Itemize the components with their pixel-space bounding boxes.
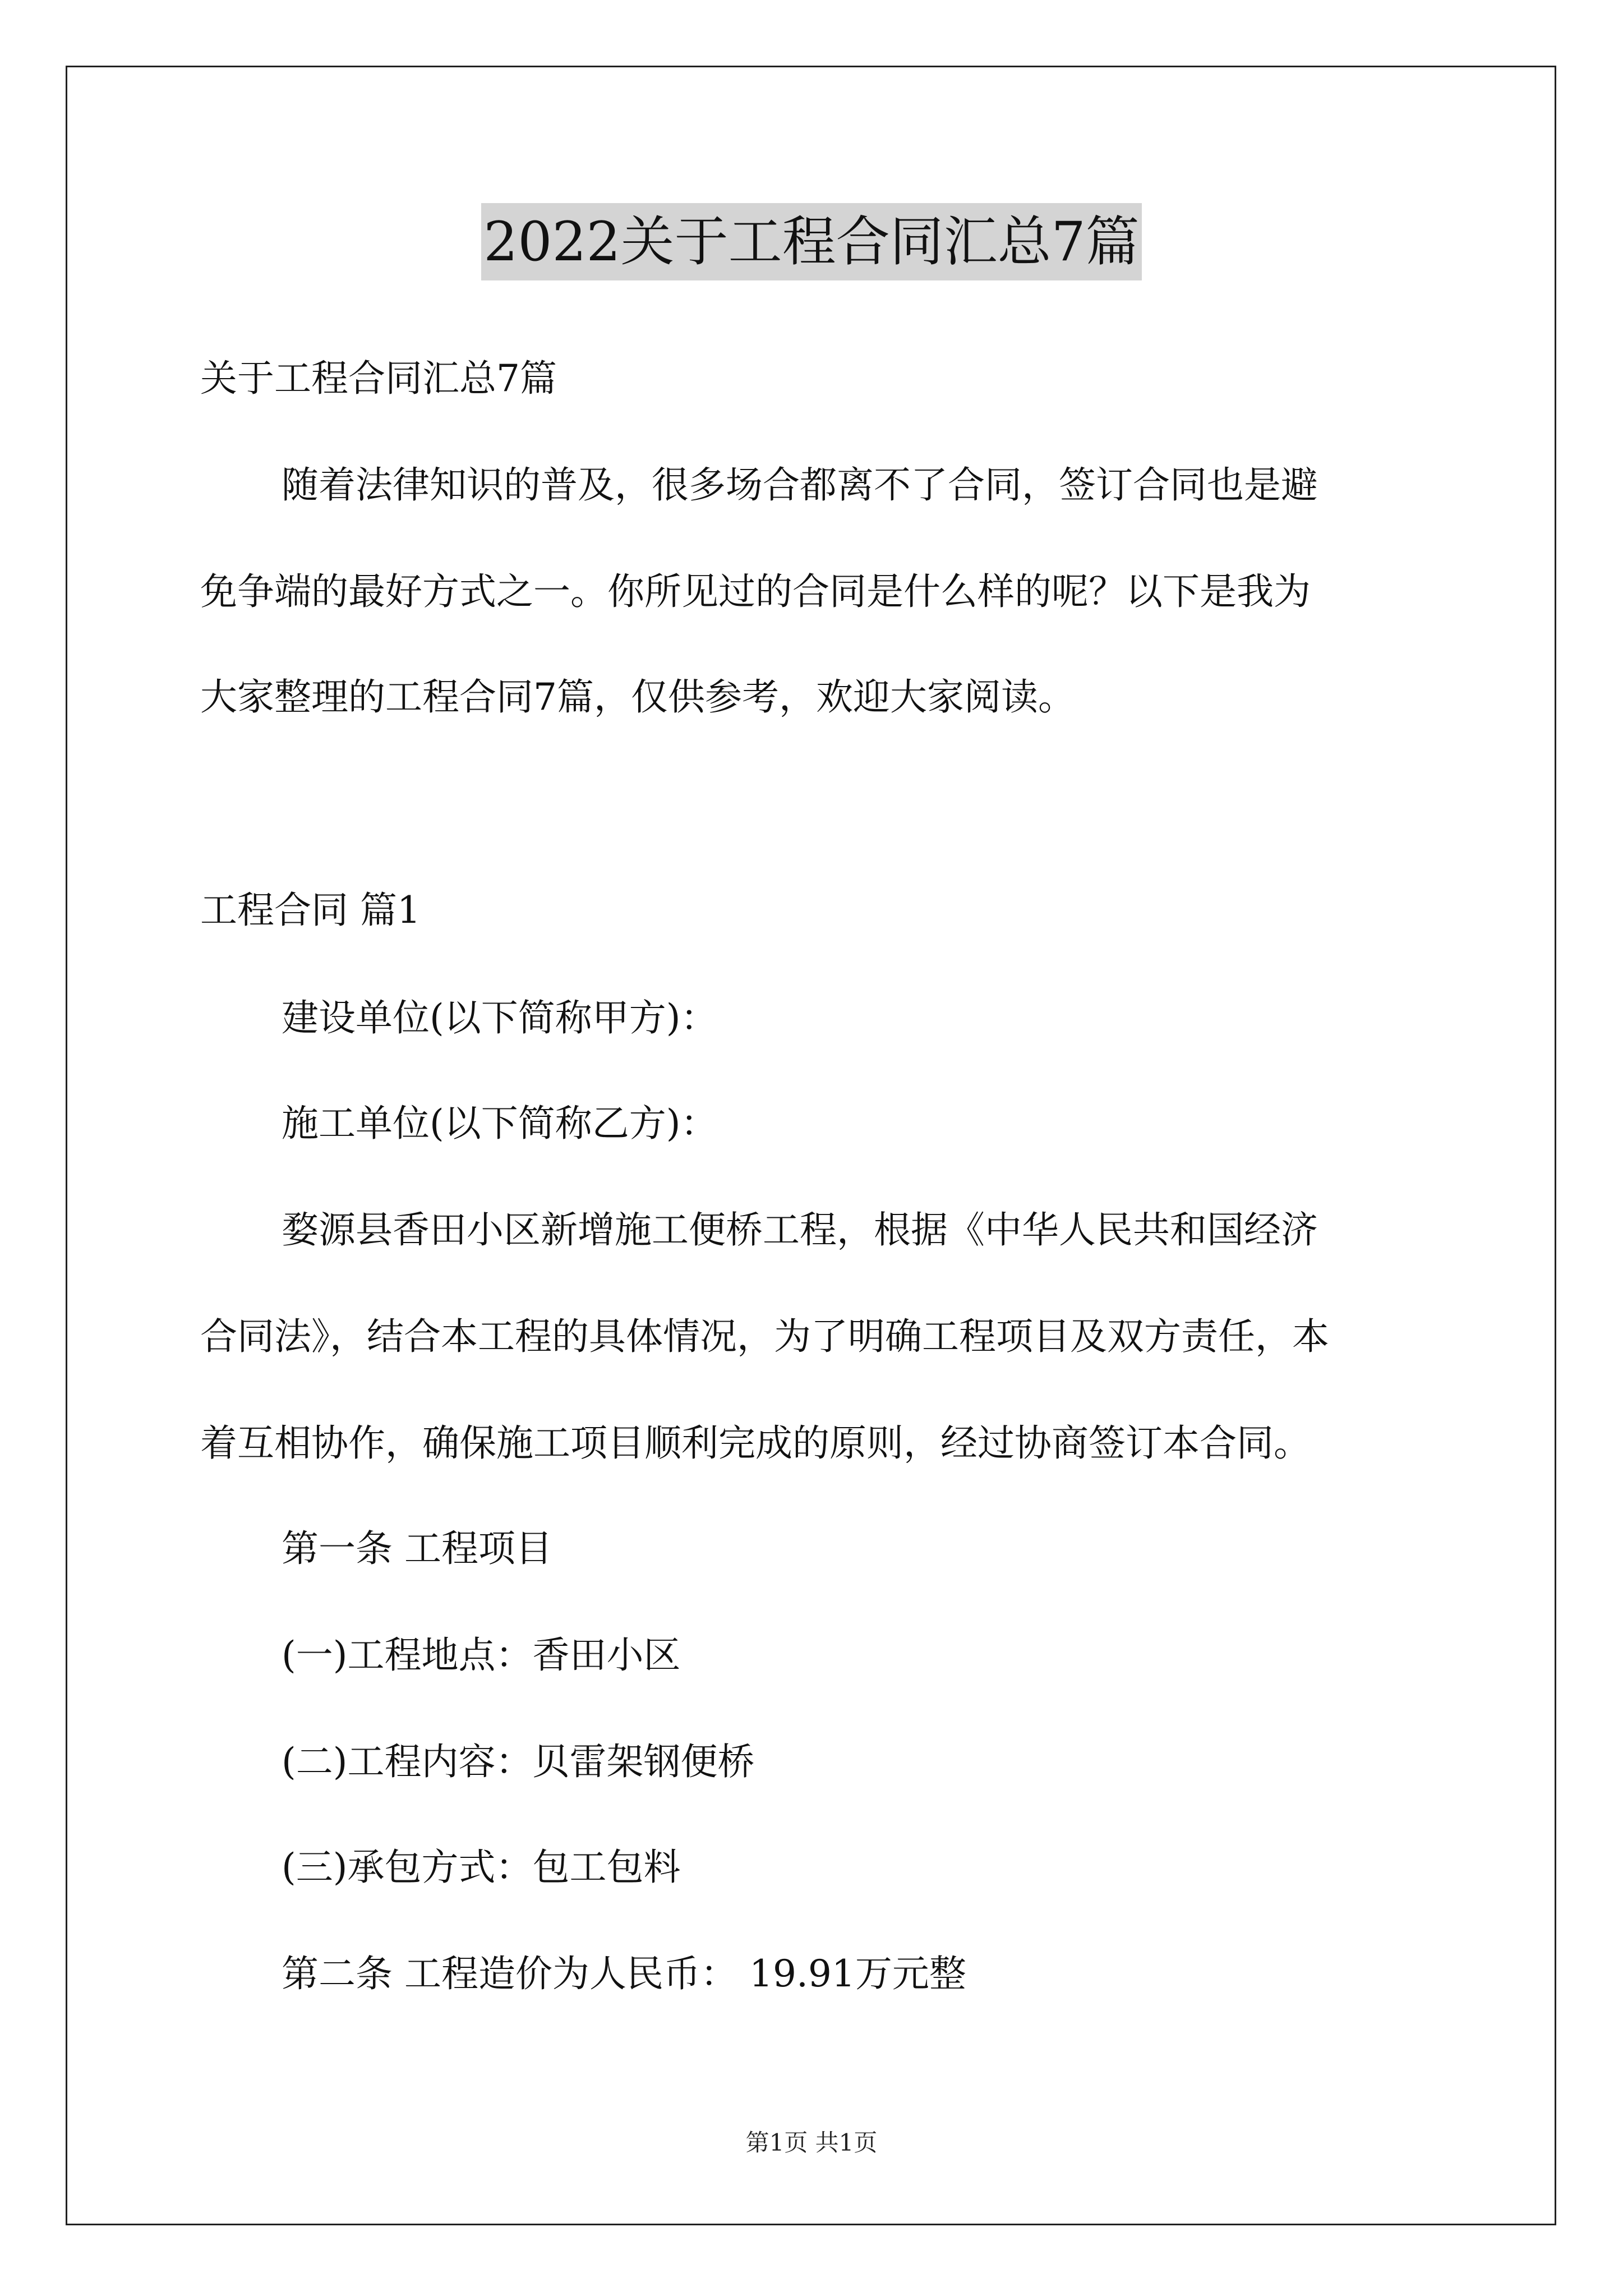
body-line-1: 婺源县香田小区新增施工便桥工程，根据《中华人民共和国经济 xyxy=(282,1208,1318,1251)
article-2-line: 第二条 工程造价为人民币： 19.91万元整 xyxy=(282,1952,966,1995)
party-a-line: 建设单位(以下简称甲方)： xyxy=(282,996,718,1039)
party-b-line: 施工单位(以下简称乙方)： xyxy=(282,1102,718,1145)
body-line-2: 合同法》，结合本工程的具体情况，为了明确工程项目及双方责任，本 xyxy=(200,1315,1329,1358)
article-1-item-1: (一)工程地点：香田小区 xyxy=(282,1634,681,1677)
page-footer: 第1页 共1页 xyxy=(745,2129,878,2156)
article-1-item-3: (三)承包方式：包工包料 xyxy=(282,1846,681,1889)
article-1-item-2: (二)工程内容：贝雷架钢便桥 xyxy=(282,1740,755,1783)
intro-line-3: 大家整理的工程合同7篇，仅供参考，欢迎大家阅读。 xyxy=(200,675,1075,719)
article-1-heading: 第一条 工程项目 xyxy=(282,1527,552,1570)
intro-line-1: 随着法律知识的普及，很多场合都离不了合同，签订合同也是避 xyxy=(282,463,1318,507)
intro-line-2: 免争端的最好方式之一。你所见过的合同是什么样的呢？以下是我为 xyxy=(200,570,1311,613)
title-container xyxy=(0,203,1623,280)
body-line-3: 着互相协作，确保施工项目顺利完成的原则，经过协商签订本合同。 xyxy=(200,1421,1311,1465)
document-title: 2022关于工程合同汇总7篇 xyxy=(481,203,1141,280)
section-heading: 工程合同 篇1 xyxy=(200,889,421,932)
document-subtitle: 关于工程合同汇总7篇 xyxy=(200,357,557,400)
